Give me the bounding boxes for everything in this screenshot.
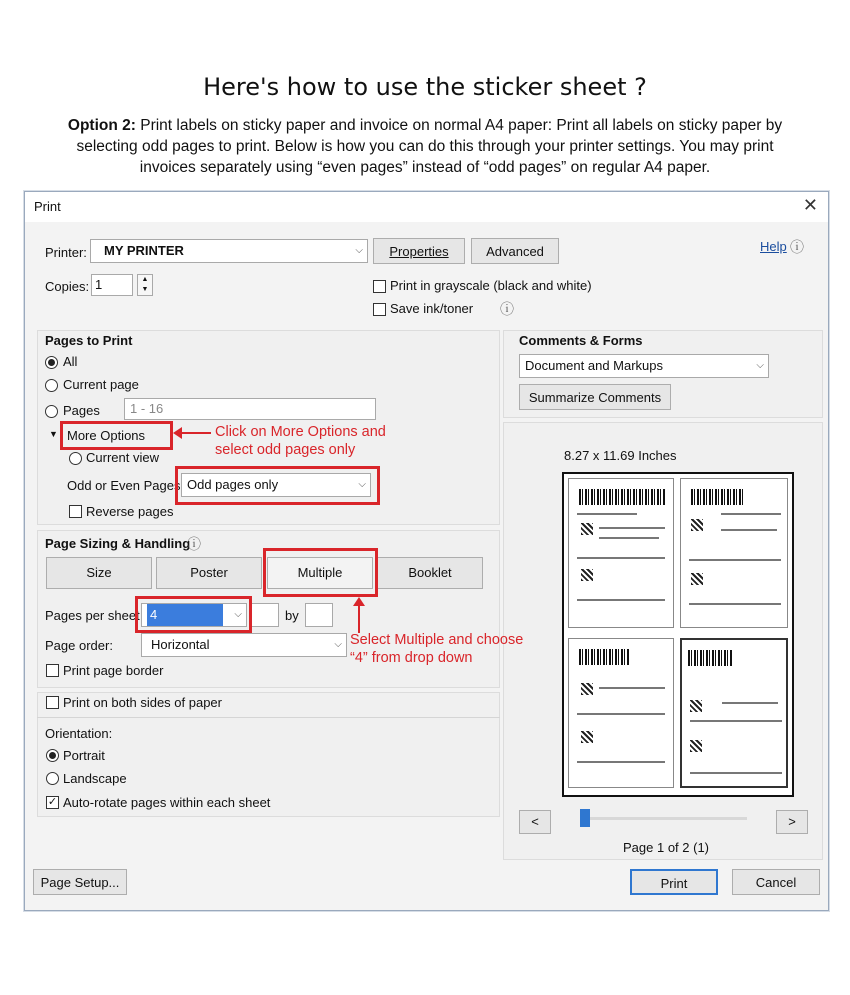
printer-label: Printer: xyxy=(45,245,87,260)
rows-field[interactable] xyxy=(305,603,333,627)
dialog-title: Print xyxy=(34,199,61,214)
current-view-label: Current view xyxy=(86,450,159,465)
comments-select[interactable] xyxy=(519,354,769,378)
auto-rotate-checkbox[interactable]: ✓ xyxy=(47,796,58,808)
help-icon[interactable]: ⓘ xyxy=(790,239,804,255)
current-page-label: Current page xyxy=(63,377,139,392)
pages-range-field[interactable]: 1 - 16 xyxy=(124,398,376,420)
preview-label-1 xyxy=(568,478,674,628)
tab-multiple[interactable]: Multiple xyxy=(267,557,373,589)
annotation-more-options-2: select odd pages only xyxy=(215,442,356,458)
annotation-multiple-1: Select Multiple and choose xyxy=(350,632,524,648)
current-page-radio[interactable] xyxy=(45,379,58,392)
print-button[interactable]: Print xyxy=(630,869,718,895)
chevron-down-icon: ⌵ xyxy=(334,639,342,650)
print-preview-sheet xyxy=(562,472,794,797)
arrow-left-icon xyxy=(173,427,182,439)
odd-even-label: Odd or Even Pages xyxy=(67,478,181,493)
page-slider-thumb[interactable] xyxy=(580,809,590,827)
next-page-button[interactable]: > xyxy=(776,810,808,834)
tab-poster[interactable]: Poster xyxy=(156,557,262,589)
pages-per-sheet-highlight xyxy=(135,596,252,633)
page-order-select[interactable] xyxy=(141,633,347,657)
intro-line2: selecting odd pages to print. Below is how you can do this through your printer settings. You may print xyxy=(76,138,774,155)
tab-booklet[interactable]: Booklet xyxy=(377,557,483,589)
pages-radio[interactable] xyxy=(45,405,58,418)
printer-value: MY PRINTER xyxy=(104,243,184,258)
page-headline: Here's how to use the sticker sheet ? xyxy=(203,73,647,101)
print-border-label: Print page border xyxy=(63,663,164,678)
portrait-label: Portrait xyxy=(63,748,105,763)
landscape-label: Landscape xyxy=(63,771,127,786)
grayscale-label: Print in grayscale (black and white) xyxy=(390,278,592,293)
pages-per-sheet-value: 4 xyxy=(147,604,223,626)
printer-select[interactable] xyxy=(90,239,368,263)
page-order-label: Page order: xyxy=(45,638,113,653)
print-border-checkbox[interactable] xyxy=(46,664,59,677)
cancel-button[interactable]: Cancel xyxy=(732,869,820,895)
current-view-radio[interactable] xyxy=(69,452,82,465)
both-sides-checkbox[interactable] xyxy=(46,696,59,709)
page-order-value: Horizontal xyxy=(151,637,210,652)
chevron-down-icon: ⌵ xyxy=(234,609,242,620)
comments-heading: Comments & Forms xyxy=(519,333,643,348)
page-setup-button[interactable]: Page Setup... xyxy=(33,869,127,895)
annotation-more-options-1: Click on More Options and xyxy=(215,424,386,440)
intro-line1: Print labels on sticky paper and invoice on normal A4 paper: Print all labels on sticky paper by xyxy=(135,117,783,134)
help-link[interactable]: Help xyxy=(760,239,787,254)
copies-stepper[interactable]: ▲ ▼ xyxy=(137,274,153,296)
more-options-highlight xyxy=(60,421,173,450)
info-icon[interactable]: ⓘ xyxy=(187,536,201,552)
title-bar xyxy=(25,192,828,222)
auto-rotate-label: Auto-rotate pages within each sheet xyxy=(63,795,271,810)
orientation-label: Orientation: xyxy=(45,726,113,741)
multiple-highlight xyxy=(263,548,378,597)
arrow-up-icon xyxy=(353,597,365,606)
page-count: Page 1 of 2 (1) xyxy=(623,840,709,855)
more-options-toggle[interactable]: More Options xyxy=(67,428,146,443)
intro-line3: invoices separately using “even pages” instead of “odd pages” on regular A4 paper. xyxy=(139,159,711,176)
expand-triangle-icon[interactable]: ▼ xyxy=(49,429,58,439)
paper-size-label: 8.27 x 11.69 Inches xyxy=(564,448,677,463)
by-label: by xyxy=(285,608,299,623)
intro-text xyxy=(18,115,832,178)
preview-label-4 xyxy=(680,638,788,788)
both-sides-label: Print on both sides of paper xyxy=(63,695,222,710)
all-label: All xyxy=(63,354,78,369)
print-dialog xyxy=(24,191,829,911)
page-sizing-heading: Page Sizing & Handling xyxy=(45,536,191,551)
reverse-pages-checkbox[interactable] xyxy=(69,505,82,518)
columns-field[interactable] xyxy=(251,603,279,627)
pages-per-sheet-label: Pages per sheet xyxy=(45,608,140,623)
properties-button[interactable]: Properties xyxy=(373,238,465,264)
copies-label: Copies: xyxy=(45,279,90,294)
landscape-radio[interactable] xyxy=(46,772,59,785)
previous-page-button[interactable]: < xyxy=(519,810,551,834)
odd-even-value: Odd pages only xyxy=(187,477,279,492)
advanced-button[interactable]: Advanced xyxy=(471,238,559,264)
intro-strong: Option 2: xyxy=(67,117,136,134)
pages-label: Pages xyxy=(63,403,100,418)
reverse-pages-label: Reverse pages xyxy=(86,504,174,519)
portrait-radio[interactable] xyxy=(46,749,59,762)
all-radio[interactable] xyxy=(45,356,58,369)
divider xyxy=(37,717,500,718)
close-icon[interactable]: ✕ xyxy=(802,195,818,215)
pages-to-print-heading: Pages to Print xyxy=(45,333,133,348)
preview-label-2 xyxy=(680,478,788,628)
odd-even-highlight xyxy=(175,466,380,505)
tab-size[interactable]: Size xyxy=(46,557,152,589)
comments-value: Document and Markups xyxy=(525,358,664,373)
info-icon[interactable]: ⓘ xyxy=(500,301,514,317)
copies-field[interactable]: 1 xyxy=(91,274,133,296)
preview-label-3 xyxy=(568,638,674,788)
save-ink-checkbox[interactable] xyxy=(373,303,386,316)
page-slider-track[interactable] xyxy=(581,817,747,820)
chevron-down-icon: ⌵ xyxy=(358,479,366,490)
grayscale-checkbox[interactable] xyxy=(373,280,386,293)
chevron-down-icon: ⌵ xyxy=(355,245,363,256)
summarize-comments-button[interactable]: Summarize Comments xyxy=(519,384,671,410)
chevron-down-icon: ⌵ xyxy=(756,360,764,371)
save-ink-label: Save ink/toner xyxy=(390,301,474,316)
annotation-multiple-2: “4” from drop down xyxy=(350,650,473,666)
arrow-line xyxy=(358,605,360,633)
